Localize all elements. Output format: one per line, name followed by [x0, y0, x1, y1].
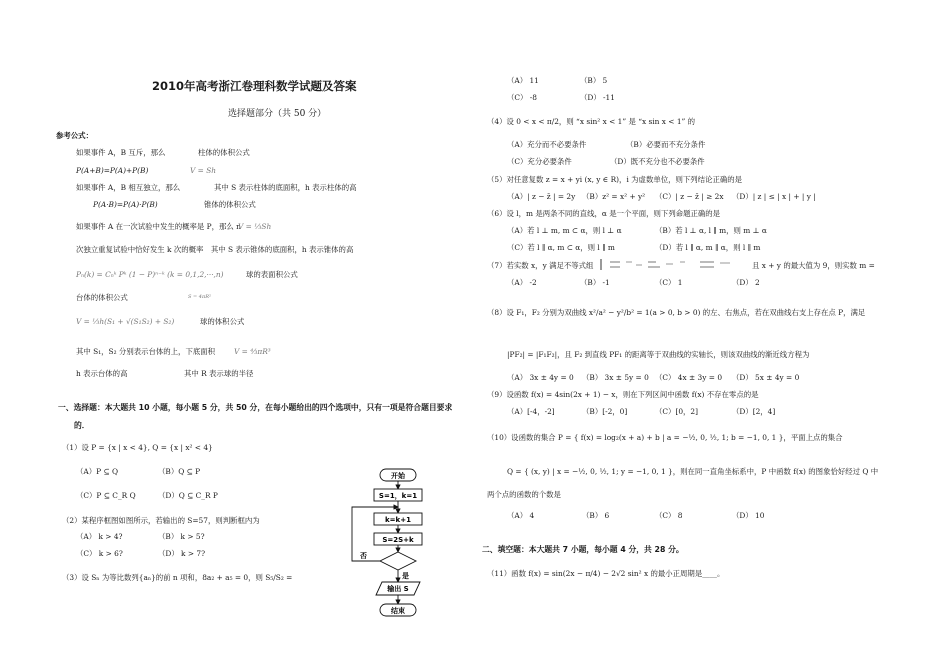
option-text: （C）若 l ∥ α, m ⊂ α，则 l ∥ m [507, 243, 615, 252]
flowchart-decision [380, 552, 416, 570]
flowchart-update-box [374, 533, 422, 545]
inequality-system-image [600, 258, 750, 272]
svg-text:k=k+1: k=k+1 [385, 516, 411, 524]
question-text: 两个点的函数的个数是 [487, 490, 561, 499]
option-text: （B）[-2，0] [582, 407, 628, 416]
formula-text: 如果事件 A 在一次试验中发生的概率是 P，那么 n [76, 222, 241, 231]
formula-text: 台体的体积公式 [76, 293, 128, 302]
flowchart-no-label: 否 [360, 552, 367, 560]
formula-text: 球的表面积公式 [246, 270, 298, 279]
formula-text: P(A+B)=P(A)+P(B) [76, 166, 149, 175]
option-text: （B）若 l ⊥ α, l ∥ m，则 m ⊥ α [655, 226, 767, 235]
option-text: （B）z² = x² + y² [582, 192, 646, 201]
option-text: （D） 5x ± 4y = 0 [732, 373, 800, 382]
question-text: （4）设 0 < x < π/2，则 “x sin² x < 1” 是 “x sin x < 1” 的 [487, 117, 696, 126]
question-text: 且 x + y 的最大值为 9，则实数 m = [752, 261, 875, 270]
option-text: （A） 11 [507, 76, 539, 85]
formula-text: 锥体的体积公式 [204, 200, 256, 209]
flowchart-start [380, 469, 416, 481]
flowchart-output [376, 582, 420, 595]
formula-text: V = ⁴⁄₃πR³ [234, 347, 271, 356]
option-text: （C）[0，2] [655, 407, 698, 416]
option-text: （C） -8 [507, 93, 537, 102]
question-text: |PF₂| = |F₁F₂|，且 F₂ 到直线 PF₁ 的距离等于双曲线的实轴长，则该双曲线的渐近线方程为 [507, 350, 810, 359]
section-heading: 二、填空题：本大题共 7 小题，每小题 4 分，共 28 分。 [482, 545, 684, 554]
option-text: （A） k > 4? [76, 532, 123, 541]
flowchart-increment-box [374, 513, 422, 525]
section-heading: 的． [74, 421, 90, 430]
option-text: （B） -1 [580, 278, 610, 287]
option-text: （C） k > 6? [76, 549, 123, 558]
flowchart-yes-label: 是 [402, 572, 409, 580]
option-text: （A）P ⊆ Q [76, 467, 119, 476]
option-text: （D） -11 [580, 93, 615, 102]
option-text: （A）若 l ⊥ m, m ⊂ α，则 l ⊥ α [507, 226, 622, 235]
question-text: （5）对任意复数 z = x + yi (x, y ∈ R)，i 为虚数单位，则下列结论正确的是 [487, 175, 743, 184]
question-text: （7）若实数 x，y 满足不等式组 [487, 261, 594, 270]
option-text: （C）P ⊆ C_R Q [76, 491, 136, 500]
option-text: （B） k > 5? [158, 532, 205, 541]
formula-text: 如果事件 A，B 相互独立，那么 [76, 183, 181, 192]
option-text: （B）Q ⊆ P [158, 467, 201, 476]
formula-text: 其中 S 表示柱体的底面积，h 表示柱体的高 [214, 183, 357, 192]
option-text: （D）若 l ∥ α, m ∥ α，则 l ∥ m [655, 243, 761, 252]
formula-text: 其中 R 表示球的半径 [184, 369, 254, 378]
svg-text:S=2S+k: S=2S+k [382, 536, 414, 544]
formula-text: V = ⅓h(S₁ + √(S₁S₂) + S₂) [76, 317, 175, 326]
formula-text: 次独立重复试验中恰好发生 k 次的概率 其中 S 表示锥体的底面积，h 表示锥体的高 [76, 245, 354, 254]
option-text: （B） 3x ± 5y = 0 [582, 373, 649, 382]
formula-text: P(A·B)=P(A)·P(B) [93, 200, 158, 209]
svg-text:开始: 开始 [391, 472, 405, 480]
question-text: （10）设函数的集合 P = { f(x) = log₂(x + a) + b | a = −½, 0, ½, 1; b = −1, 0, 1 }，平面上点的集合 [487, 433, 843, 442]
option-text: （A）| z − z̄ | = 2y [507, 192, 576, 201]
option-text: （D）既不充分也不必要条件 [610, 157, 705, 166]
option-text: （A）[-4，-2] [507, 407, 555, 416]
formula-text: V = Sh [190, 166, 217, 175]
formula-text: V = ⅓Sh [238, 222, 272, 231]
option-text: （D）| z | ≤ | x | + | y | [732, 192, 816, 201]
option-text: （C）充分必要条件 [507, 157, 572, 166]
formula-text: 球的体积公式 [200, 317, 245, 326]
flowchart [336, 464, 486, 624]
question-text: （8）设 F₁，F₂ 分别为双曲线 x²/a² − y²/b² = 1(a > 0, b > 0) 的左、右焦点，若在双曲线右支上存在点 P，满足 [487, 308, 866, 317]
reference-heading: 参考公式： [56, 131, 93, 140]
option-text: （C） 4x ± 3y = 0 [655, 373, 723, 382]
option-text: （D） 2 [732, 278, 760, 287]
formula-text: Pₙ(k) = Cₙᵏ Pᵏ (1 − P)ⁿ⁻ᵏ (k = 0,1,2,···,n) [76, 270, 224, 279]
option-text: （A） 3x ± 4y = 0 [507, 373, 574, 382]
formula-text: 如果事件 A，B 互斥，那么 [76, 148, 166, 157]
question-text: （2）某程序框图如图所示，若输出的 S=57，则判断框内为 [62, 516, 260, 525]
formula-text: h 表示台体的高 [76, 369, 128, 378]
option-text: （D） 10 [732, 511, 765, 520]
question-text: （6）设 l，m 是两条不同的直线，α 是一个平面，则下列命题正确的是 [487, 209, 721, 218]
question-text: （11）函数 f(x) = sin(2x − π/4) − 2√2 sin² x 的最小正周期是____。 [487, 569, 725, 578]
option-text: （D） k > 7? [158, 549, 206, 558]
question-text: （3）设 Sₙ 为等比数列{aₙ}的前 n 项和，8a₂ + a₅ = 0，则 S₅/S₂ = [62, 573, 293, 582]
question-text: （9）设函数 f(x) = 4sin(2x + 1) − x，则在下列区间中函数 f(x) 不存在零点的是 [487, 390, 759, 399]
question-text: Q = { (x, y) | x = −½, 0, ½, 1; y = −1, 0, 1 }，则在同一直角坐标系中，P 中函数 f(x) 的图象恰好经过 Q 中 [507, 467, 879, 476]
option-text: （C）| z − z̄ | ≥ 2x [655, 192, 724, 201]
formula-text: S = 4πR² [188, 294, 212, 300]
option-text: （A） -2 [507, 278, 537, 287]
section-subtitle: 选择题部分（共 50 分） [228, 109, 327, 119]
question-text: （1）设 P = {x | x < 4}, Q = {x | x² < 4} [62, 443, 213, 452]
svg-text:S=1，k=1: S=1，k=1 [378, 492, 418, 500]
option-text: （A）充分而不必要条件 [507, 140, 587, 149]
option-text: （D）[2，4] [732, 407, 776, 416]
svg-text:结束: 结束 [391, 607, 405, 615]
flowchart-end [380, 604, 416, 616]
option-text: （C） 8 [655, 511, 683, 520]
option-text: （C） 1 [655, 278, 683, 287]
flowchart-init-box [374, 489, 422, 501]
option-text: （B） 5 [580, 76, 608, 85]
formula-text: 柱体的体积公式 [198, 148, 250, 157]
option-text: （A） 4 [507, 511, 535, 520]
page-title: 2010年高考浙江卷理科数学试题及答案 [152, 79, 357, 93]
option-text: （B） 6 [582, 511, 610, 520]
svg-text:输出 S: 输出 S [387, 585, 409, 593]
section-heading: 一、选择题：本大题共 10 小题，每小题 5 分，共 50 分，在每小题给出的四个选项中，只有一项是符合题目要求 [58, 403, 453, 412]
formula-text: 其中 S₁，S₂ 分别表示台体的上，下底面积 [76, 347, 216, 356]
option-text: （D）Q ⊆ C_R P [158, 491, 218, 500]
option-text: （B）必要而不充分条件 [626, 140, 706, 149]
